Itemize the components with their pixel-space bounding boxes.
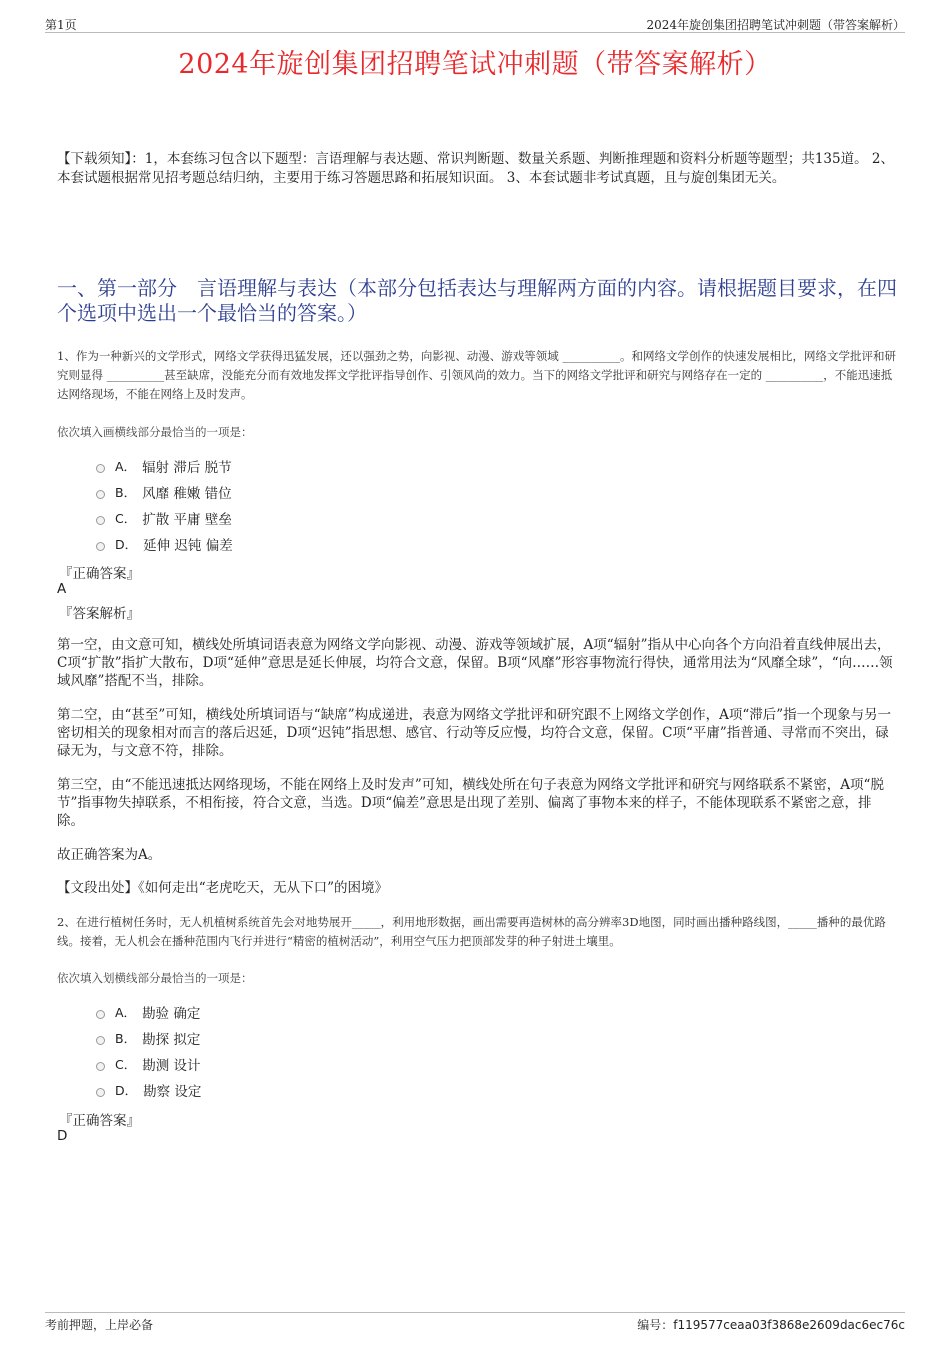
option-text: 勘测 设计 xyxy=(142,1058,201,1074)
radio-icon[interactable] xyxy=(96,516,105,525)
option-text: 勘探 拟定 xyxy=(142,1032,201,1048)
radio-icon[interactable] xyxy=(96,1088,105,1097)
radio-icon[interactable] xyxy=(96,1062,105,1071)
option-b[interactable]: B． 勘探 拟定 xyxy=(96,1025,201,1051)
header-title: 2024年旋创集团招聘笔试冲刺题（带答案解析） xyxy=(646,18,905,32)
analysis-label: 『答案解析』 xyxy=(59,606,140,622)
download-notice: 【下载须知】：1，本套练习包含以下题型：言语理解与表达题、常识判断题、数量关系题、判断推理题和资料分析题等题型；共135道。 2、本套试题根据常见招考题总结归纳，主要用于练习答题思路和拓展知识面。 3、本套试题非考试真题，且与旋创集团无关。 xyxy=(57,151,894,186)
source-citation: 【文段出处】《如何走出“老虎吃天，无从下口”的困境》 xyxy=(57,880,389,896)
option-a[interactable]: A． 辐射 滞后 脱节 xyxy=(96,453,233,479)
option-d[interactable]: D． 延伸 迟钝 偏差 xyxy=(96,531,233,557)
analysis-paragraph: 第二空，由“甚至”可知，横线处所填词语与“缺席”构成递进，表意为网络文学批评和研究跟不上网络文学创作，A项“滞后”指一个现象与另一密切相关的现象相对而言的落后迟延，D项“迟钝”指思想、感官、行动等反应慢，均符合文意，保留。C项“平庸”指普通、寻常而不突出，碌碌无为，与文意不符，排除。 xyxy=(57,707,892,759)
answer-label: 『正确答案』 xyxy=(59,566,140,582)
option-c[interactable]: C． 勘测 设计 xyxy=(96,1051,201,1077)
option-text: 勘验 确定 xyxy=(142,1006,201,1022)
answer-label: 『正确答案』 xyxy=(59,1113,140,1129)
question-1-text: 1、作为一种新兴的文学形式，网络文学获得迅猛发展，还以强劲之势，向影视、动漫、游戏等领域 __________。和网络文学创作的快速发展相比，网络文学批评和研究则显得 __________甚至缺席，没能充分而有效地发挥文学批评指导创作、引领风尚的效力。当下的网络文学批评和研究与网络存在一定的 __________，不能迅速抵达网络现场，不能在网络上及时发声。 xyxy=(57,349,896,401)
page-header xyxy=(45,14,905,33)
option-text: 延伸 迟钝 偏差 xyxy=(143,538,233,554)
option-a[interactable]: A． 勘验 确定 xyxy=(96,999,201,1025)
option-text: 扩散 平庸 壁垒 xyxy=(142,512,232,528)
question-2-text: 2、在进行植树任务时，无人机植树系统首先会对地势展开_____，利用地形数据，画出需要再造树林的高分辨率3D地图，同时画出播种路线图，_____播种的最优路线。接着，无人机会在播种范围内飞行并进行“精密的植树活动”，利用空气压力把顶部发芽的种子射进土壤里。 xyxy=(57,915,886,948)
section-heading: 一、第一部分 言语理解与表达（本部分包括表达与理解两方面的内容。请根据题目要求，在四个选项中选出一个最恰当的答案。） xyxy=(57,276,897,325)
radio-icon[interactable] xyxy=(96,464,105,473)
option-d[interactable]: D． 勘察 设定 xyxy=(96,1077,201,1103)
radio-icon[interactable] xyxy=(96,1036,105,1045)
document-code: 编号：f119577ceaa03f3868e2609dac6ec76c xyxy=(637,1318,905,1332)
option-c[interactable]: C． 扩散 平庸 壁垒 xyxy=(96,505,233,531)
document-title: 2024年旋创集团招聘笔试冲刺题（带答案解析） xyxy=(178,49,772,80)
option-text: 辐射 滞后 脱节 xyxy=(142,460,232,476)
answer-value: A xyxy=(57,581,67,597)
radio-icon[interactable] xyxy=(96,1010,105,1019)
question-2-options xyxy=(96,999,201,1103)
analysis-conclusion: 故正确答案为A。 xyxy=(57,847,162,863)
option-b[interactable]: B． 风靡 稚嫩 错位 xyxy=(96,479,233,505)
option-text: 勘察 设定 xyxy=(143,1084,202,1100)
question-2-prompt: 依次填入划横线部分最恰当的一项是： xyxy=(57,971,253,985)
page-footer xyxy=(45,1312,905,1333)
radio-icon[interactable] xyxy=(96,542,105,551)
option-text: 风靡 稚嫩 错位 xyxy=(142,486,232,502)
question-1-options xyxy=(96,453,233,557)
page-number: 第1页 xyxy=(45,18,77,32)
analysis-paragraph: 第三空，由“不能迅速抵达网络现场，不能在网络上及时发声”可知，横线处所在句子表意为网络文学批评和研究与网络联系不紧密，A项“脱节”指事物失掉联系，不相衔接，符合文意，当选。D项“偏差”意思是出现了差别、偏离了事物本来的样子，不能体现联系不紧密之意，排除。 xyxy=(57,777,884,829)
footer-slogan: 考前押题，上岸必备 xyxy=(45,1318,154,1332)
answer-value: D xyxy=(57,1128,68,1144)
analysis-paragraph: 第一空，由文意可知，横线处所填词语表意为网络文学向影视、动漫、游戏等领域扩展，A项“辐射”指从中心向各个方向沿着直线伸展出去，C项“扩散”指扩大散布，D项“延伸”意思是延长伸展，均符合文意，保留。B项“风靡”形容事物流行得快，通常用法为“风靡全球”，“向……领域风靡”搭配不当，排除。 xyxy=(57,637,893,689)
question-1-prompt: 依次填入画横线部分最恰当的一项是： xyxy=(57,425,253,439)
radio-icon[interactable] xyxy=(96,490,105,499)
